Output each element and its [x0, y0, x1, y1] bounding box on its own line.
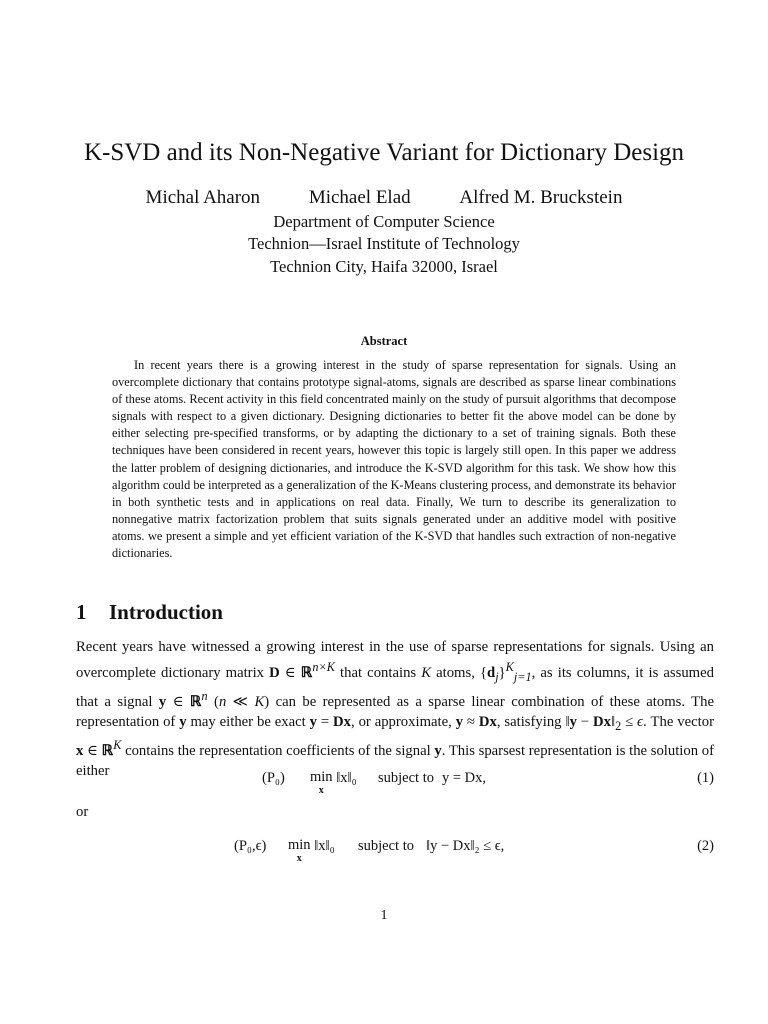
affiliation-dept: Department of Computer Science	[273, 212, 495, 231]
author-3: Alfred M. Bruckstein	[459, 187, 623, 208]
equation-2-label: (P₀,ϵ)	[234, 838, 267, 854]
abstract-heading: Abstract	[360, 334, 408, 348]
equation-1-label: (P₀)	[262, 770, 285, 786]
intro-text: atoms,	[431, 664, 480, 681]
intro-text: . The vector	[642, 713, 714, 730]
affiliation-institute: Technion—Israel Institute of Technology	[248, 234, 520, 253]
equation-2-min	[288, 838, 311, 866]
intro-paragraph: Recent years have witnessed a growing interest in the use of sparse representations for signals. Using an overcomplete dictionary matrix D ∈ ℝ$^{n\times K}$ that contains K atoms, $\{d_j\}^K_{j=1}$, as its columns, it is assumed that a signal y ∈ ℝ$^n$ (n ≪ K) can be represented as a sparse linear combination of these atoms. The representation of y may either be exact y = Dx, or approximate, y ≈ Dx, satisfying ‖y − $Dx‖_2 \le \epsilon$. The vector x ∈ ℝ$^K$ contains the representation coefficients of the signal y. This sparsest representation is the solution of either	[76, 639, 714, 779]
equation-2-objective: ‖x‖₀	[314, 838, 335, 854]
intro-text: contains the representation coefficients of the signal	[121, 742, 435, 759]
section-heading	[76, 599, 223, 625]
intro-text: , as its columns, it is assumed that a signal	[76, 664, 714, 710]
abstract-body	[112, 357, 676, 562]
author-list	[0, 186, 768, 210]
min-word: min	[310, 769, 333, 785]
equation-2-subject-to: subject to	[358, 838, 414, 854]
equation-1-objective: ‖x‖₀	[336, 770, 357, 786]
intro-text: may either be exact	[186, 713, 310, 730]
min-var: x	[318, 785, 324, 796]
intro-text: . This sparsest representation is the solution of either	[76, 742, 714, 779]
equation-2-constraint: ‖y − Dx‖₂ ≤ ϵ,	[426, 838, 505, 854]
page-number: 1	[380, 908, 388, 923]
equation-1-subject-to: subject to	[378, 770, 434, 786]
abstract-text: In recent years there is a growing interest in the study of sparse representation for signals. Using an overcomplete dictionary that contains prototype signal-atoms, signals are described as sparse linear combinations of these atoms. Recent activity in this field concentrated mainly on the study of pursuit algorithms that decompose signals with respect to a given dictionary. Designing dictionaries to better fit the above model can be done by either selecting pre-specified transforms, or by adapting the dictionary to a set of training signals. Both these techniques have been considered in recent years, however this topic is largely still open. In this paper we address the latter problem of designing dictionaries, and introduce the K-SVD algorithm for this task. We show how this algorithm could be interpreted as a generalization of the K-Means clustering process, and demonstrate its behavior in both synthetic tests and in applications on real data. Finally, We turn to describe its generalization to nonnegative matrix factorization problem that suits signals generated under an additive model with positive atoms. we present a simple and yet efficient variation of the K-SVD that handles such extraction of non-negative dictionaries.	[112, 358, 676, 561]
equation-1-number: (1)	[697, 770, 714, 786]
equation-1-min	[310, 770, 333, 798]
section-number: 1	[76, 600, 87, 624]
intro-text: , satisfying	[496, 713, 566, 730]
or-text: or	[76, 804, 89, 820]
paper-title: K-SVD and its Non-Negative Variant for Dictionary Design	[83, 139, 685, 166]
min-word: min	[288, 837, 311, 853]
equation-2-number: (2)	[697, 838, 714, 854]
affiliation-city: Technion City, Haifa 32000, Israel	[270, 257, 498, 276]
intro-text: , or approximate,	[351, 713, 456, 730]
author-1: Michal Aharon	[145, 187, 261, 208]
intro-text: can be represented as a sparse linear combination of these atoms. The representation of	[76, 693, 714, 730]
intro-text: Recent years have witnessed a growing interest in the use of sparse representations for signals. Using an overcomplete dictionary matrix	[76, 639, 714, 681]
min-var: x	[296, 853, 302, 864]
section-title: Introduction	[109, 600, 223, 624]
intro-text: that contains	[334, 664, 422, 681]
author-2: Michael Elad	[308, 187, 411, 208]
equation-1-constraint: y = Dx,	[442, 770, 487, 786]
